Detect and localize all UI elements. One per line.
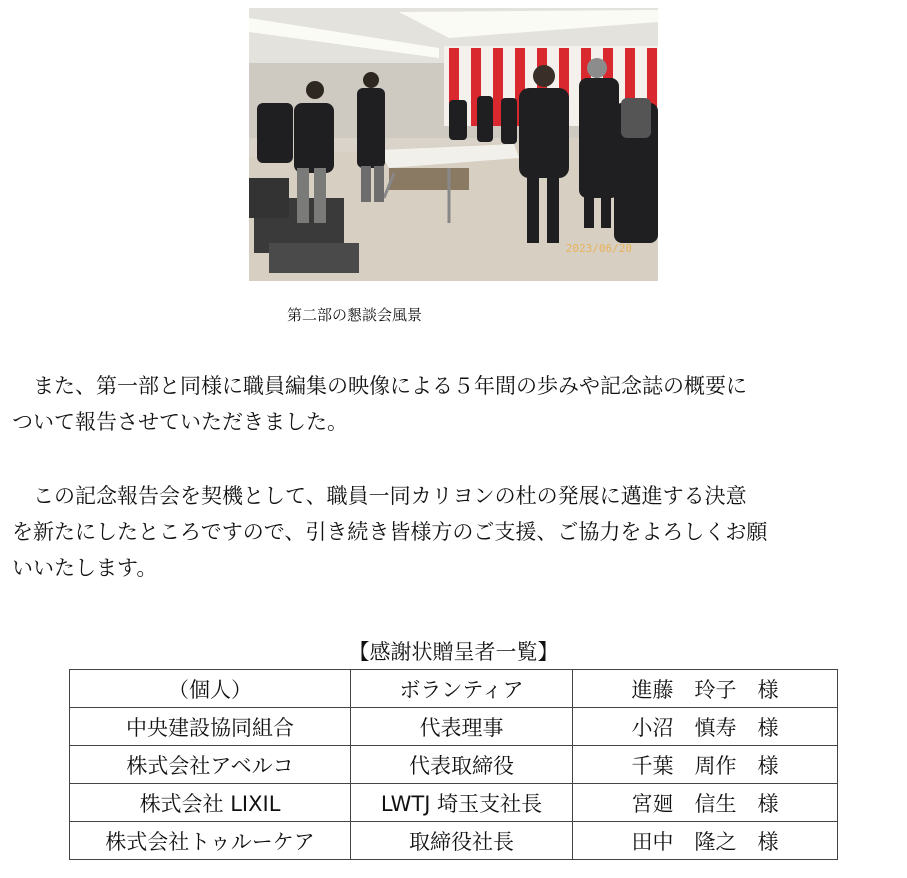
name-cell: 宮廻 信生 様 <box>573 784 838 822</box>
photo-caption: 第二部の懇談会風景 <box>287 306 423 324</box>
organization-cell: 株式会社トゥルーケア <box>70 822 351 860</box>
table-row <box>70 670 838 708</box>
role-cell: 取締役社長 <box>351 822 573 860</box>
organization-cell: 株式会社 LIXIL <box>70 784 351 822</box>
organization-cell: （個人） <box>70 670 351 708</box>
event-photo <box>249 8 658 281</box>
paragraph-line: この記念報告会を契機として、職員一同カリヨンの杜の発展に邁進する決意 <box>12 484 747 508</box>
table-row <box>70 746 838 784</box>
paragraph-resolution <box>12 478 902 586</box>
name-cell: 小沼 慎寿 様 <box>573 708 838 746</box>
photo-date-stamp: 2023/06/20 <box>565 242 632 255</box>
paragraph-line: いいたします。 <box>12 556 158 580</box>
paragraph-line: また、第一部と同様に職員編集の映像による５年間の歩みや記念誌の概要に <box>12 374 747 398</box>
table-row <box>70 784 838 822</box>
name-cell: 進藤 玲子 様 <box>573 670 838 708</box>
recipients-table <box>69 669 838 860</box>
role-cell: ボランティア <box>351 670 573 708</box>
paragraph-line: ついて報告させていただきました。 <box>12 410 348 434</box>
paragraph-report <box>12 368 902 440</box>
table-row <box>70 708 838 746</box>
event-photo-scene <box>249 8 658 281</box>
name-cell: 千葉 周作 様 <box>573 746 838 784</box>
organization-cell: 株式会社アベルコ <box>70 746 351 784</box>
role-cell: LWTJ 埼玉支社長 <box>351 784 573 822</box>
organization-cell: 中央建設協同組合 <box>70 708 351 746</box>
table-title: 【感謝状贈呈者一覧】 <box>348 640 559 664</box>
name-cell: 田中 隆之 様 <box>573 822 838 860</box>
table-row <box>70 822 838 860</box>
role-cell: 代表理事 <box>351 708 573 746</box>
role-cell: 代表取締役 <box>351 746 573 784</box>
paragraph-line: を新たにしたところですので、引き続き皆様方のご支援、ご協力をよろしくお願 <box>12 520 768 544</box>
